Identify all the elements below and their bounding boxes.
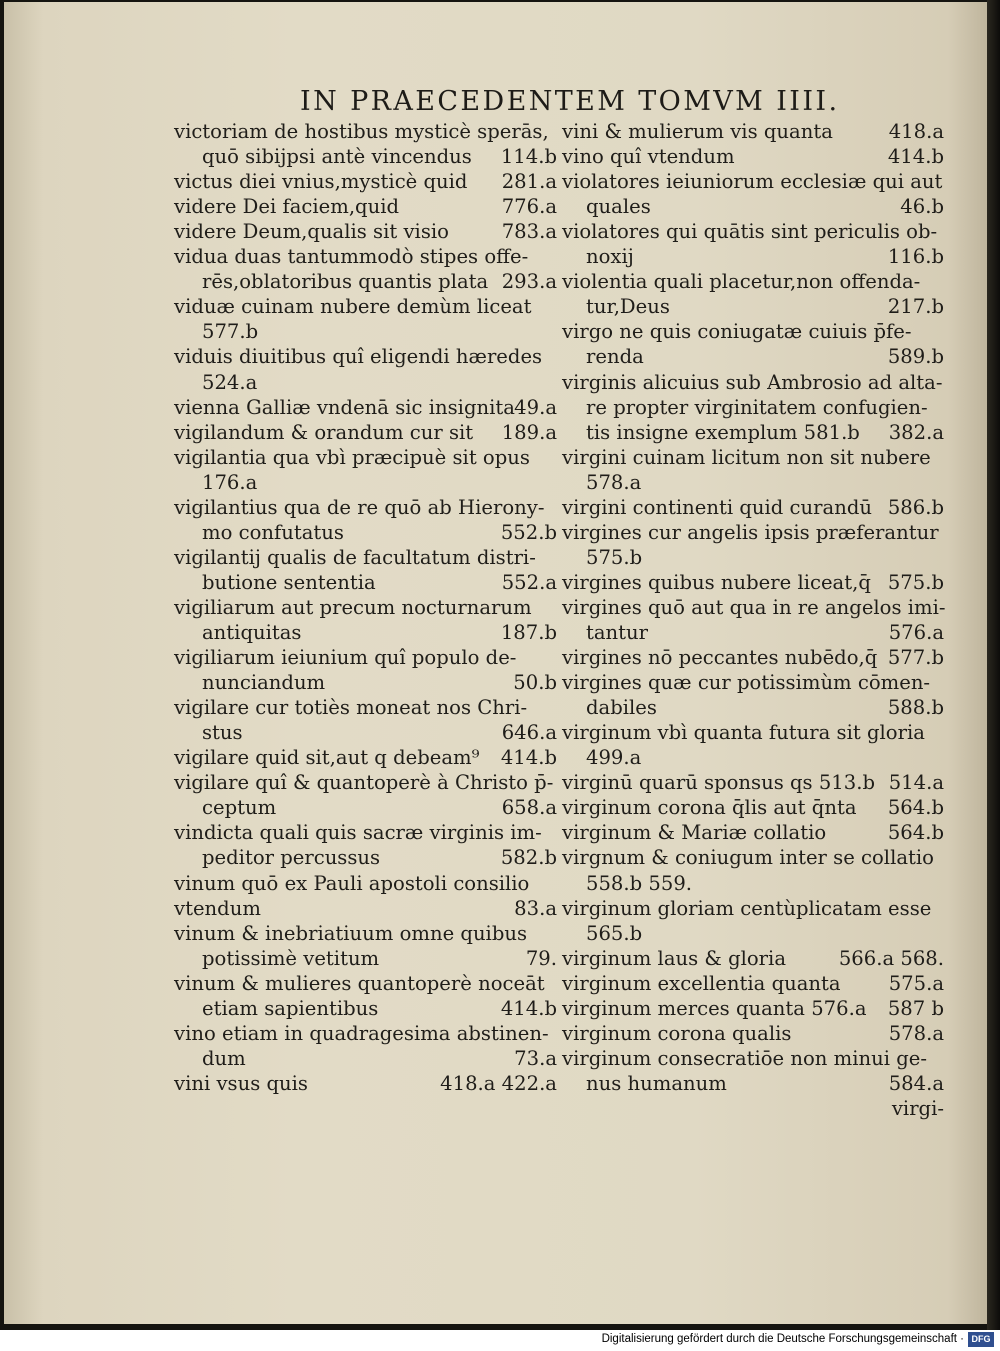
index-entry: vigilare quî & quantoperè à Christo p̄- [174,771,554,795]
index-entry: 524.a [202,370,258,394]
index-entry: mo confutatus [202,520,344,544]
index-entry: tur,Deus [586,295,670,319]
index-entry: tantur [586,621,649,644]
page-reference: 116.b [887,245,944,269]
index-entry: victus diei vnius,mysticè quid [174,170,468,194]
index-entry: virgines nō peccantes nubēdo,q̄ [562,646,878,670]
index-entry: vigilantius qua de re quō ab Hierony- [174,495,545,519]
page-reference: 414.b [500,996,557,1020]
page-reference: 217.b [887,295,944,319]
page-reference: 584.a [888,1071,944,1095]
index-entry: virginum vbì quanta futura sit gloria [562,721,925,745]
page-reference: 586.b [887,495,944,519]
page-reference: 281.a [501,170,557,194]
page-reference: 587 b [887,996,944,1020]
page-reference: 382.a [888,420,944,444]
page-reference: 293.a [501,270,557,294]
index-entry: vinum & mulieres quantoperè noceāt [174,971,545,995]
page-reference: 783.a [501,220,557,244]
index-entry: virgini cuinam licitum non sit nubere [562,445,931,469]
page-reference: 564.b [887,796,944,820]
page-reference: 414.b [500,746,557,770]
page-reference: 50.b [513,671,557,695]
index-entry: viduis diuitibus quî eligendi hæredes [174,345,543,369]
page-reference: 189.a [501,420,557,444]
page-reference: 73.a [514,1046,557,1070]
index-entry: vigilare quid sit,aut q debeam⁹ [174,746,480,770]
index-entry: vigiliarum aut precum nocturnarum [174,595,532,619]
index-entry: virginum laus & gloria [562,946,786,970]
index-entry: virginum & Mariæ collatio [562,821,827,845]
index-entry: virgines quō aut qua in re angelos imi- [562,595,946,619]
index-entry: butione sententia [202,570,376,594]
index-entry: virginū quarū sponsus qs 513.b [562,771,876,795]
page-reference: 589.b [887,345,944,369]
index-entry: 558.b 559. [586,871,693,895]
index-entry: vinum & inebriatiuum omne quibus [174,921,528,945]
index-entry: quō sibijpsi antè vincendus [202,145,472,169]
index-entry: vini vsus quis [174,1071,308,1095]
index-entry: virgo ne quis coniugatæ cuiuis p̄fe- [562,320,912,344]
page-reference: 582.b [500,846,557,870]
index-entry: vigiliarum ieiunium quî populo de- [174,646,517,670]
dfg-logo: DFG [968,1332,994,1347]
index-entry: victoriam de hostibus mysticè sperās, [174,120,549,143]
index-entry: 499.a [586,746,642,770]
index-entry: virgines cur angelis ipsis præferantur [562,520,939,544]
index-entry: rēs,oblatoribus quantis plata [202,270,489,294]
page-reference: 418.a 422.a [440,1071,557,1095]
page-reference: 578.a [888,1021,944,1045]
index-entry: antiquitas [202,621,302,644]
index-entry: violentia quali placetur,non offenda- [562,270,921,294]
page-reference: 514.a [888,771,944,795]
index-entry: peditor percussus [202,846,381,870]
index-entry: vindicta quali quis sacræ virginis im- [174,821,542,845]
page-reference: 576.a [888,621,944,644]
index-entry: vigilandum & orandum cur sit [174,420,474,444]
index-entry: vino quî vtendum [562,145,735,169]
funding-notice: Digitalisierung gefördert durch die Deutsche Forschungsgemeinschaft · [601,1333,964,1345]
page-reference: virgi- [891,1096,944,1120]
index-entry: vigilantia qua vbì præcipuè sit opus [174,445,530,469]
index-entry: virginum excellentia quanta [562,971,841,995]
index-entry: virginum corona qualis [562,1021,792,1045]
index-entry: virginis alicuius sub Ambrosio ad alta- [562,370,943,394]
page-reference: 187.b [500,621,557,644]
index-entry: virgines quæ cur potissimùm cōmen- [562,671,931,695]
page-reference: 552.a [501,570,557,594]
index-entry: 575.b [586,545,643,569]
page-reference: 575.a [888,971,944,995]
index-entry: vigilare cur totiès moneat nos Chri- [174,696,528,720]
index-entry: 577.b [202,320,259,344]
page-reference: 414.b [887,145,944,169]
index-entry: vtendum [174,896,261,920]
index-entry: videre Deum,qualis sit visio [174,220,449,244]
index-entry: viduæ cuinam nubere demùm liceat [174,295,532,319]
index-entry: violatores qui quātis sint periculis ob- [562,220,938,244]
page-reference: 564.b [887,821,944,845]
index-entry: virgines quibus nubere liceat,q̄ [562,570,871,594]
page-reference: 566.a 568. [838,946,944,970]
index-entry: virginum corona q̄lis aut q̄nta [562,796,857,820]
index-entry: virgnum & coniugum inter se collatio [562,846,934,870]
index-entry: violatores ieiuniorum ecclesiæ qui aut [562,170,943,194]
page-reference: 575.b [887,570,944,594]
index-entry: virgini continenti quid curandū [562,495,872,519]
index-entry: nus humanum [586,1071,727,1095]
page-reference: 552.b [500,520,557,544]
page-reference: 79. [525,946,557,970]
index-entry: 176.a [202,470,258,494]
page-reference: 418.a [888,120,944,143]
index-entry: re propter virginitatem confugien- [586,395,928,419]
index-entry: vino etiam in quadragesima abstinen- [174,1021,549,1045]
page-reference: 577.b [887,646,944,670]
index-entry: virginum merces quanta 576.a [562,996,867,1020]
page-reference: 49.a [514,395,557,419]
index-entry: vigilantij qualis de facultatum distri- [174,545,536,569]
page-edge-shadow [987,0,1000,1330]
index-entry: dum [202,1046,246,1070]
index-entry: tis insigne exemplum 581.b [586,420,860,444]
index-entry: virginum gloriam centùplicatam esse [562,896,932,920]
index-entry: videre Dei faciem,quid [174,195,400,219]
running-heading: IN PRAECEDENTEM TOMVM IIII. [300,86,840,117]
index-entry: potissimè vetitum [202,946,380,970]
index-entry: vidua duas tantummodò stipes offe- [174,245,529,269]
page-reference: 658.a [501,796,557,820]
index-entry: renda [586,345,644,369]
index-entry: quales [586,195,651,219]
index-entry: vini & mulierum vis quanta [562,120,833,143]
index-entry: ceptum [202,796,277,820]
page-reference: 646.a [501,721,557,745]
index-entry: vinum quō ex Pauli apostoli consilio [174,871,530,895]
page-reference: 588.b [887,696,944,720]
page-reference: 114.b [500,145,557,169]
index-entry: 565.b [586,921,643,945]
page-reference: 46.b [900,195,944,219]
index-entry: stus [202,721,243,745]
index-entry: vienna Galliæ vndenā sic insignita [174,395,515,419]
index-entry: dabiles [586,696,657,720]
index-entry: 578.a [586,470,642,494]
index-entry: etiam sapientibus [202,996,379,1020]
index-entry: noxij [586,245,634,269]
page-reference: 83.a [514,896,557,920]
index-entry: nunciandum [202,671,326,695]
page-paper [4,2,987,1324]
footer-bar [0,1330,1000,1351]
index-entry: virginum consecratiōe non minui ge- [562,1046,927,1070]
page-reference: 776.a [501,195,557,219]
